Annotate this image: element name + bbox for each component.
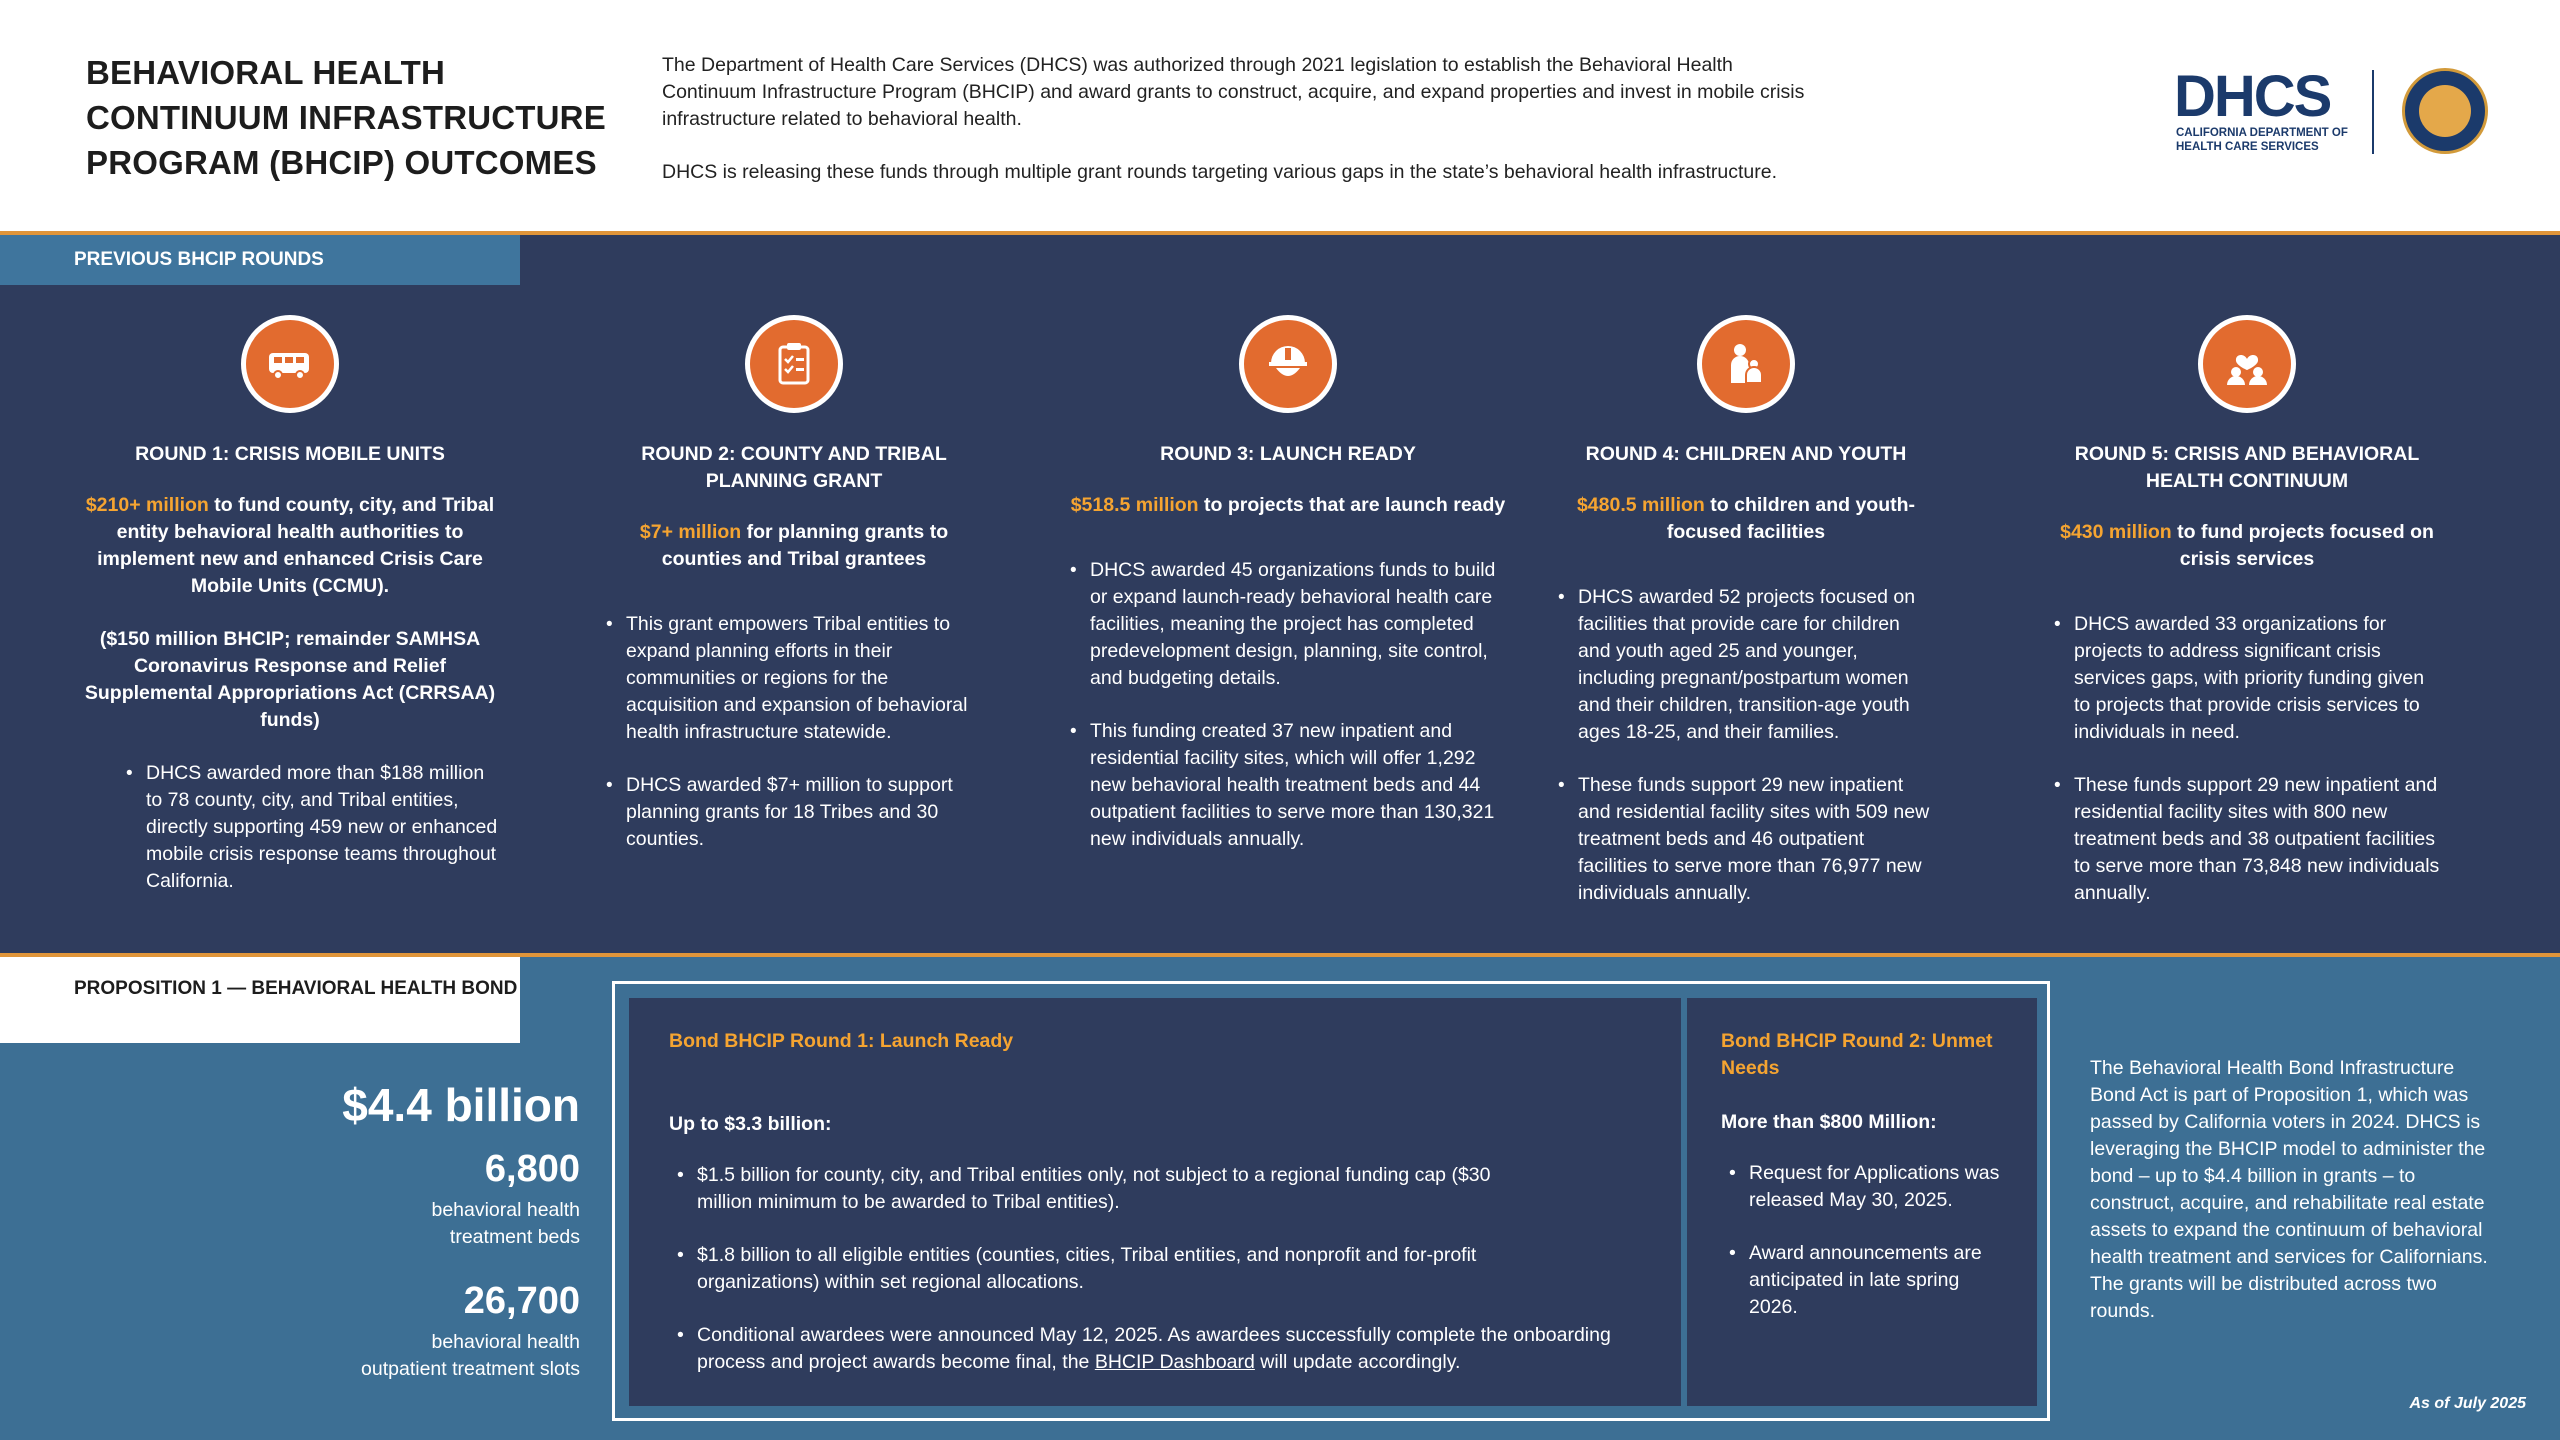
bond-total-amount: $4.4 billion: [342, 1079, 580, 1131]
stat-value: 26,700: [463, 1280, 580, 1322]
round-amount: $430 million: [2060, 521, 2172, 543]
bond-round-1-subtitle: Up to $3.3 billion:: [669, 1113, 832, 1135]
section-label-bond: PROPOSITION 1 — BEHAVIORAL HEALTH BOND: [0, 957, 520, 1043]
round-bullet: • This funding created 37 new inpatient and residential facility sites, which will offer 1,292 new behavioral health treatment beds and 44 outpatient facilities to serve more than 130,321 new individuals annually.: [1068, 718, 1508, 853]
parent-child-icon: [1697, 315, 1795, 413]
community-care-icon: [2198, 315, 2296, 413]
page-header: [0, 0, 2560, 232]
bond-bullet: • Request for Applications was released May 30, 2025.: [1721, 1160, 2003, 1214]
round-bullets: [1068, 557, 1508, 853]
round-bullet: • DHCS awarded 45 organizations funds to build or expand launch-ready behavioral health care facilities, meaning the project has completed predevelopment design, planning, site control, and budgeting details.: [1068, 557, 1508, 692]
round-amount: $210+ million: [85, 494, 209, 516]
bond-rounds-frame: [612, 981, 2050, 1421]
round-bullet: • This grant empowers Tribal entities to expand planning efforts in their communities or regions for the acquisition and expansion of behavioral health infrastructure statewide.: [604, 611, 984, 746]
stat-label: behavioral health treatment beds: [431, 1199, 580, 1248]
round-funding-note: ($150 million BHCIP; remainder SAMHSA Coronavirus Response and Relief Supplemental Appropriations Act (CRRSAA) funds): [84, 628, 496, 731]
bond-bullet: • Award announcements are anticipated in late spring 2026.: [1721, 1240, 2003, 1321]
bond-round-1-bullets: [669, 1162, 1641, 1376]
bhcip-dashboard-link[interactable]: BHCIP Dashboard: [1094, 1351, 1255, 1373]
bond-round-1-title: Bond BHCIP Round 1: Launch Ready: [669, 1030, 1014, 1052]
bond-bullet: • $1.5 billion for county, city, and Tribal entities only, not subject to a regional funding cap ($30 million minimum to be awarded to Tribal entities).: [669, 1162, 1641, 1216]
intro-paragraph-2: DHCS is releasing these funds through multiple grant rounds targeting various gaps in the state’s behavioral health infrastructure.: [662, 161, 1778, 183]
round-bullet: • DHCS awarded 33 organizations for projects to address significant crisis services gaps, with priority funding given to projects that provide crisis services to individuals in need.: [2052, 611, 2442, 746]
round-card-2: [604, 315, 984, 853]
round-amount: $480.5 million: [1576, 494, 1705, 516]
round-title: ROUND 3: LAUNCH READY: [1160, 443, 1416, 465]
round-card-5: [2052, 315, 2442, 907]
bond-round-1-card: [629, 998, 1681, 1406]
round-lead-text: to fund county, city, and Tribal entity behavioral health authorities to implement new and enhanced Crisis Care Mobile Units (CCMU).: [97, 494, 495, 597]
section-label-previous-rounds: PREVIOUS BHCIP ROUNDS: [0, 235, 520, 285]
previous-rounds-section: [0, 235, 2560, 955]
round-amount: $7+ million: [639, 521, 742, 543]
round-amount: $518.5 million: [1070, 494, 1199, 516]
bond-description: The Behavioral Health Bond Infrastructure Bond Act is part of Proposition 1, which was passed by California voters in 2024. DHCS is leveraging the BHCIP model to administer the bond – up to $4.4 billion in grants – to construct, acquire, and rehabilitate real estate assets to expand the continuum of behavioral health treatment and services for Californians. The grants will be distributed across two rounds.: [2090, 1057, 2488, 1322]
bond-section: [0, 957, 2560, 1440]
round-lead-text: to fund projects focused on crisis services: [2171, 521, 2434, 570]
round-lead-text: to children and youth-focused facilities: [1666, 494, 1916, 543]
page-title: BEHAVIORAL HEALTH CONTINUUM INFRASTRUCTURE PROGRAM (BHCIP) OUTCOMES: [86, 54, 606, 181]
seal-center: [2419, 85, 2471, 137]
bond-bullet-text: Conditional awardees were announced May 12, 2025. As awardees successfully complete the onboarding process and project awards become final, the: [697, 1324, 1611, 1373]
round-card-3: [1068, 315, 1508, 853]
round-card-4: [1556, 315, 1936, 907]
dhcs-logo-mark: DHCS: [2174, 64, 2331, 129]
bond-bullet: [669, 1322, 1641, 1376]
round-title: ROUND 2: COUNTY AND TRIBAL PLANNING GRANT: [641, 443, 947, 492]
round-lead: [1556, 492, 1936, 546]
round-lead: [1068, 492, 1508, 519]
round-bullets: [604, 611, 984, 853]
behavioral-health-seal-icon: [2402, 68, 2488, 154]
dhcs-logo: [2170, 64, 2500, 164]
bond-round-2-bullets: [1721, 1160, 2003, 1321]
intro-text: [662, 52, 1822, 186]
bond-round-2-subtitle: More than $800 Million:: [1721, 1111, 1937, 1133]
round-bullet: • DHCS awarded 52 projects focused on facilities that provide care for children and youth aged 25 and younger, including pregnant/postpartum women and their children, transition-age youth ages 18-25, and their families.: [1556, 584, 1936, 746]
bond-bullet-text-end: will update accordingly.: [1254, 1351, 1461, 1373]
bond-round-2-card: [1687, 998, 2037, 1406]
round-title: ROUND 4: CHILDREN AND YOUTH: [1585, 443, 1907, 465]
dhcs-logo-subtitle: CALIFORNIA DEPARTMENT OF HEALTH CARE SERVICES: [2176, 127, 2348, 153]
round-bullets: [1556, 584, 1936, 907]
logo-divider: [2372, 70, 2374, 154]
clipboard-icon: [745, 315, 843, 413]
round-bullet: • DHCS awarded $7+ million to support planning grants for 18 Tribes and 30 counties.: [604, 772, 984, 853]
round-lead: [80, 492, 500, 600]
round-lead-text: to projects that are launch ready: [1198, 494, 1506, 516]
round-bullet: • DHCS awarded more than $188 million to 78 county, city, and Tribal entities, directly supporting 459 new or enhanced mobile crisis response teams throughout California.: [124, 760, 500, 895]
round-lead-text: for planning grants to counties and Tribal grantees: [661, 521, 949, 570]
round-bullet: • These funds support 29 new inpatient and residential facility sites with 509 new treatment beds and 46 outpatient facilities to serve more than 76,977 new individuals annually.: [1556, 772, 1936, 907]
round-title: ROUND 5: CRISIS AND BEHAVIORAL HEALTH CONTINUUM: [2074, 443, 2420, 492]
bond-bullet: • $1.8 billion to all eligible entities (counties, cities, Tribal entities, and nonprofit and for-profit organizations) within set regional allocations.: [669, 1242, 1641, 1296]
round-title: ROUND 1: CRISIS MOBILE UNITS: [135, 443, 445, 465]
round-card-1: [80, 315, 500, 895]
round-bullets: [124, 760, 500, 895]
intro-paragraph-1: The Department of Health Care Services (DHCS) was authorized through 2021 legislation to establish the Behavioral Health Continuum Infrastructure Program (BHCIP) and award grants to construct, acquire, and expand properties and invest in mobile crisis infrastructure related to behavioral health.: [662, 54, 1805, 130]
stat-value: 6,800: [484, 1148, 580, 1190]
round-lead: [604, 519, 984, 573]
construction-worker-icon: [1239, 315, 1337, 413]
round-bullets: [2052, 611, 2442, 907]
van-icon: [241, 315, 339, 413]
bond-round-2-title: Bond BHCIP Round 2: Unmet Needs: [1721, 1030, 1993, 1079]
bond-stats: [200, 1077, 580, 1383]
round-bullet: • These funds support 29 new inpatient and residential facility sites with 800 new treatment beds and 38 outpatient facilities to serve more than 73,848 new individuals annually.: [2052, 772, 2442, 907]
round-lead: [2052, 519, 2442, 573]
as-of-date: As of July 2025: [2409, 1395, 2526, 1412]
stat-label: behavioral health outpatient treatment slots: [361, 1331, 580, 1380]
